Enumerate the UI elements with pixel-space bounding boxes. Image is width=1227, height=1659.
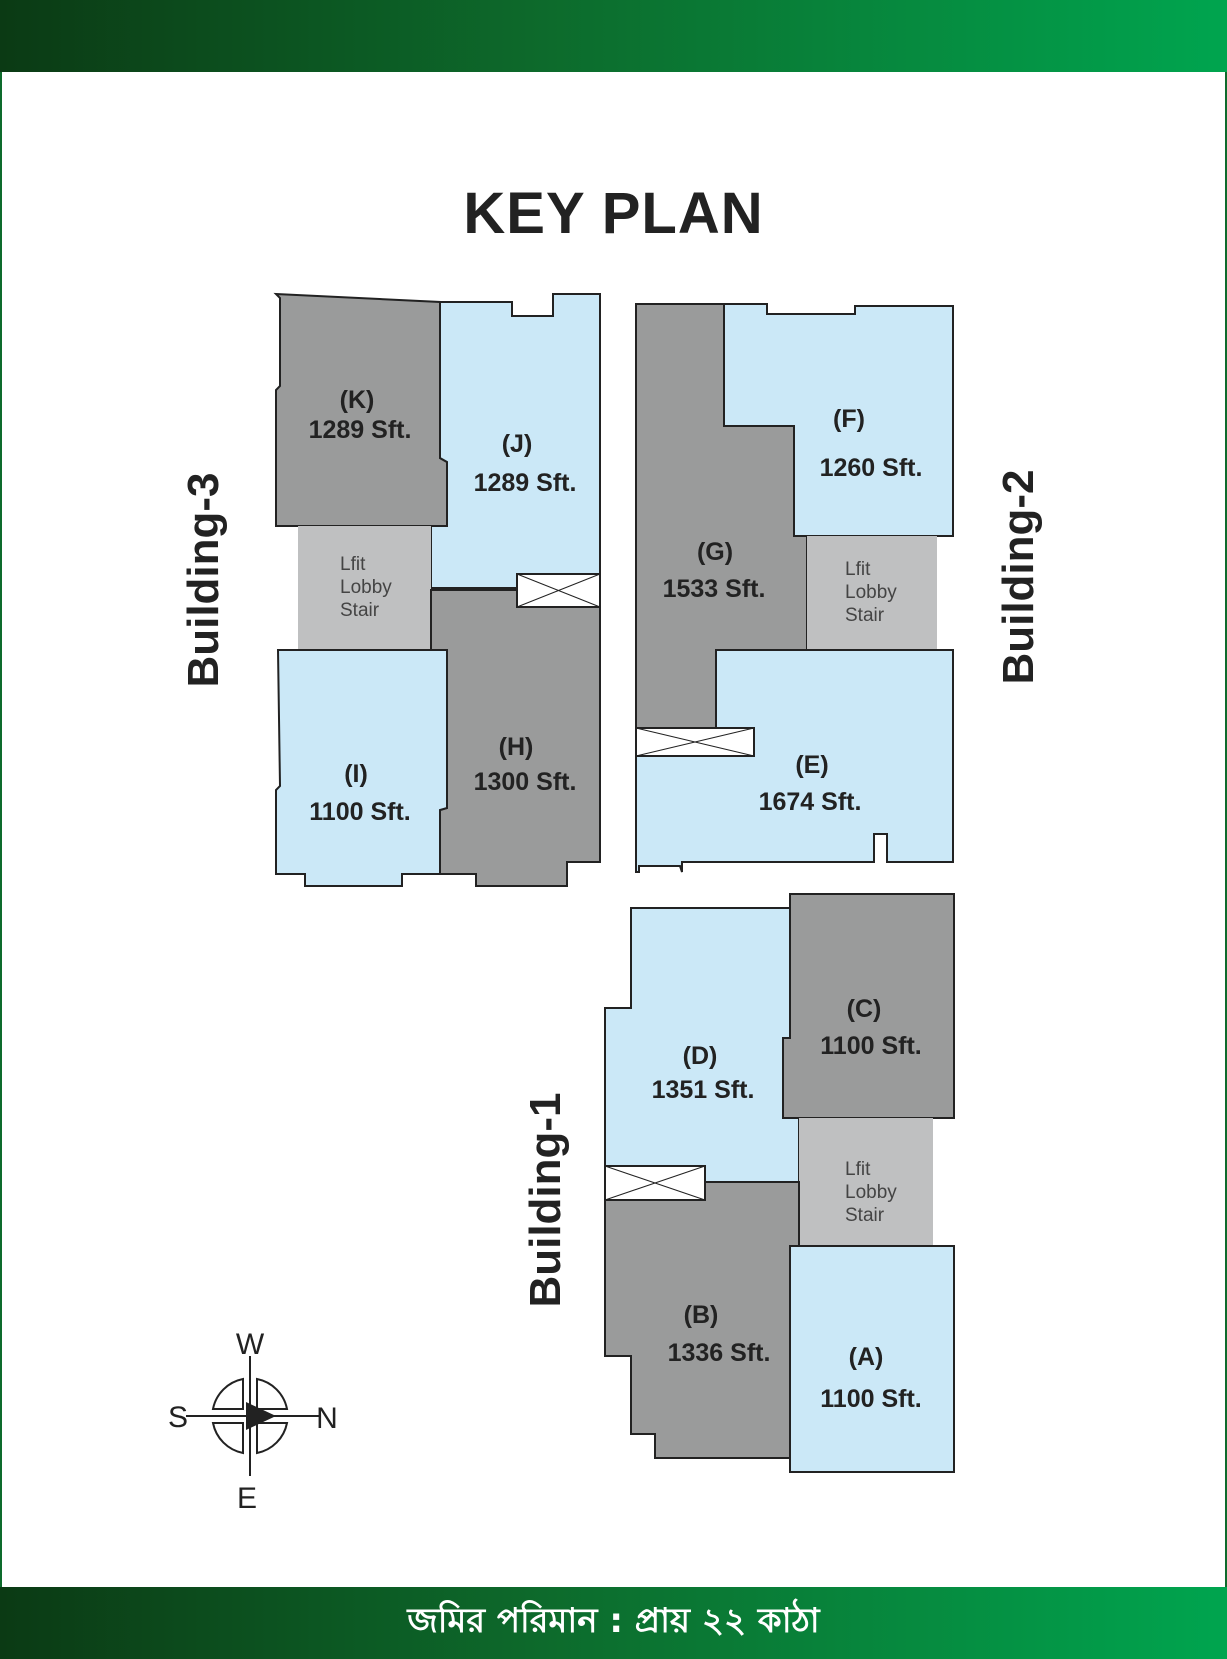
footer-banner — [0, 1587, 1227, 1659]
compass-icon — [186, 1356, 320, 1476]
unit-h-letter: (H) — [498, 733, 534, 761]
unit-d-area: 1351 Sft. — [651, 1076, 755, 1104]
compass-east-label: E — [236, 1482, 258, 1515]
unit-k-area: 1289 Sft. — [308, 416, 412, 444]
land-area-text: জমির পরিমান : প্রায় ২২ কাঠা — [407, 1600, 820, 1641]
compass-north-label: N — [316, 1402, 338, 1435]
unit-g-area: 1533 Sft. — [662, 575, 766, 603]
unit-e-area: 1674 Sft. — [758, 788, 862, 816]
lobby-b1-line-1: Lfit — [845, 1159, 871, 1180]
lobby-b2-line-1: Lfit — [845, 559, 871, 580]
unit-f-letter: (F) — [833, 405, 865, 433]
unit-i-letter: (I) — [344, 760, 368, 788]
building-3-label: Building-3 — [179, 472, 228, 688]
unit-k-letter: (K) — [339, 386, 375, 414]
building-2-label: Building-2 — [994, 469, 1043, 685]
building-1-label: Building-1 — [521, 1092, 570, 1308]
unit-i-area: 1100 Sft. — [309, 798, 411, 826]
lobby-b3-line-1: Lfit — [340, 554, 366, 575]
lobby-b1-line-2: Lobby — [845, 1182, 897, 1203]
compass-south-label: S — [167, 1401, 189, 1434]
lobby-b1-line-3: Stair — [845, 1205, 885, 1226]
unit-b-area: 1336 Sft. — [667, 1339, 771, 1367]
lobby-b2-line-2: Lobby — [845, 582, 897, 603]
lobby-b3-line-3: Stair — [340, 600, 380, 621]
unit-d-letter: (D) — [682, 1042, 718, 1070]
compass-west-label: W — [235, 1328, 265, 1361]
unit-a-letter: (A) — [848, 1343, 884, 1371]
unit-a-area: 1100 Sft. — [820, 1385, 922, 1413]
unit-g-letter: (G) — [696, 538, 734, 566]
unit-c-area: 1100 Sft. — [820, 1032, 922, 1060]
page-title: KEY PLAN — [463, 181, 764, 246]
unit-j-area: 1289 Sft. — [473, 469, 577, 497]
unit-e-letter: (E) — [795, 751, 829, 779]
unit-c-letter: (C) — [846, 995, 882, 1023]
lobby-b2-line-3: Stair — [845, 605, 885, 626]
unit-b-letter: (B) — [683, 1301, 719, 1329]
lobby-b3-line-2: Lobby — [340, 577, 392, 598]
unit-f-area: 1260 Sft. — [819, 454, 923, 482]
unit-h-area: 1300 Sft. — [473, 768, 577, 796]
unit-j-letter: (J) — [501, 430, 533, 458]
